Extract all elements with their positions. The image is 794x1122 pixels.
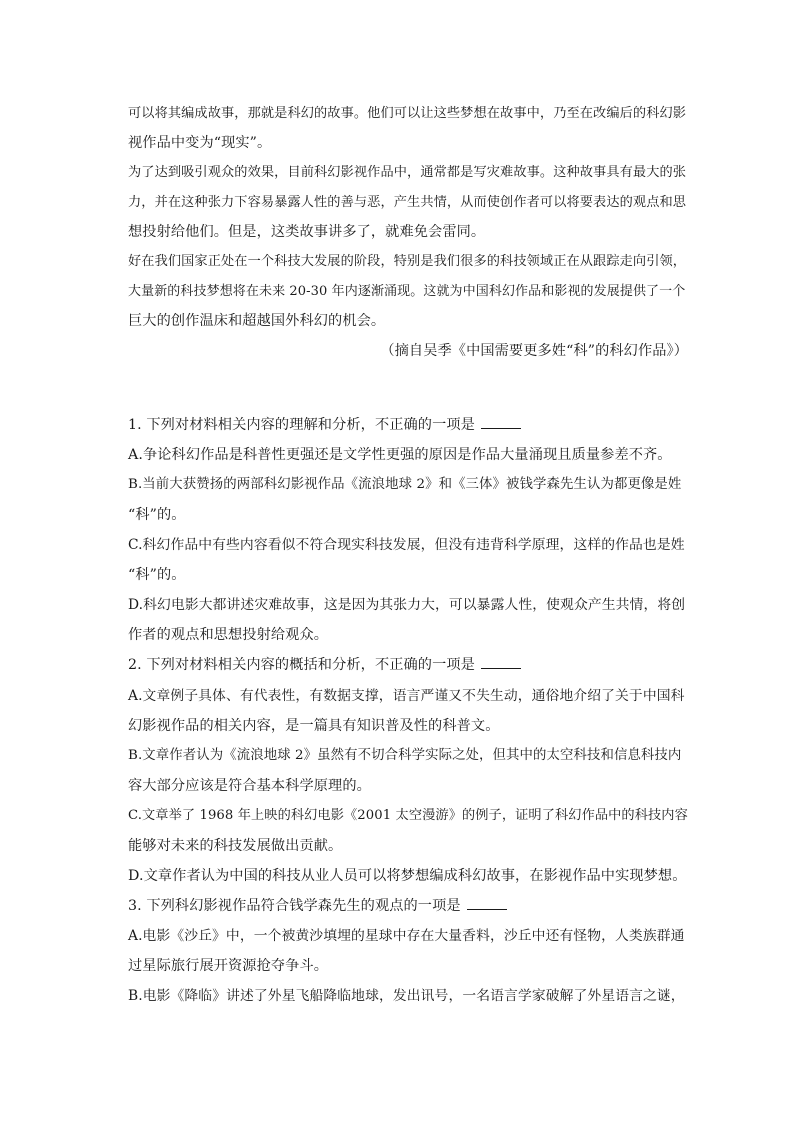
option-line: “科”的。 (128, 567, 186, 583)
passage-line: 可以将其编成故事，那就是科幻的故事。他们可以让这些梦想在故事中，乃至在改编后的科幻影 (128, 106, 687, 121)
option-line: “科”的。 (128, 507, 186, 523)
option-line: 作者的观点和思想投射给观众。 (128, 627, 329, 643)
passage-source: （摘自吴季《中国需要更多姓“科”的科幻作品》） (380, 343, 688, 359)
passage-line: 巨大的创作温床和超越国外科幻的机会。 (128, 313, 386, 329)
option-line: A.文章例子具体、有代表性，有数据支撑，语言严谨又不失生动，通俗地介绍了关于中国科 (128, 688, 685, 704)
passage-line: 力，并在这种张力下容易暴露人性的善与恶，产生共情，从而使创作者可以将要表达的观点和思 (128, 195, 687, 210)
passage-line: 为了达到吸引观众的效果，目前科幻影视作品中，通常都是写灾难故事。这种故事具有最大的张 (128, 165, 687, 180)
answer-blank (467, 897, 507, 910)
option-line: C.科幻作品中有些内容看似不符合现实科技发展，但没有违背科学原理，这样的作品也是姓 (128, 537, 685, 553)
option-line: D.科幻电影大都讲述灾难故事，这是因为其张力大，可以暴露人性，使观众产生共情，将创 (128, 597, 686, 613)
option-line: B.文章作者认为《流浪地球 2》虽然有不切合科学实际之处，但其中的太空科技和信息科技内 (128, 748, 682, 763)
passage-line: 好在我们国家正处在一个科技大发展的阶段，特别是我们很多的科技领域正在从跟踪走向引领， (128, 254, 687, 269)
option-line: 过星际旅行展开资源抢夺争斗。 (128, 958, 329, 974)
answer-blank (481, 656, 521, 669)
option-line: 幻影视作品的相关内容，是一篇具有知识普及性的科普文。 (128, 718, 500, 734)
option-line: A.争论科幻作品是科普性更强还是文学性更强的原因是作品大量涌现且质量参差不齐。 (128, 447, 672, 463)
option-line: C.文章举了 1968 年上映的科幻电影《2001 太空漫游》的例子，证明了科幻作品中的科技内容 (128, 808, 688, 823)
option-line: D.文章作者认为中国的科技从业人员可以将梦想编成科幻故事，在影视作品中实现梦想。 (128, 868, 687, 884)
question-stem (128, 896, 507, 916)
option-line: B.电影《降临》讲述了外星飞船降临地球，发出讯号，一名语言学家破解了外星语言之谜， (128, 988, 685, 1004)
question-3-text: 3. 下列科幻影视作品符合钱学森先生的观点的一项是 (128, 898, 461, 914)
passage-line: 视作品中变为“现实”。 (128, 135, 272, 151)
question-2-text: 2. 下列对材料相关内容的概括和分析，不正确的一项是 (128, 657, 475, 673)
passage-line: 大量新的科技梦想将在未来 20-30 年内逐渐涌现。这就为中国科幻作品和影视的发展提供了一个 (128, 284, 686, 299)
option-line: B.当前大获赞扬的两部科幻影视作品《流浪地球 2》和《三体》被钱学森先生认为都更像是姓 (128, 477, 682, 492)
answer-blank (481, 416, 521, 429)
passage-line: 想投射给他们。但是，这类故事讲多了，就难免会雷同。 (128, 224, 486, 240)
question-stem (128, 415, 521, 435)
question-stem (128, 655, 521, 675)
option-line: A.电影《沙丘》中，一个被黄沙填埋的星球中存在大量香料，沙丘中还有怪物，人类族群通 (128, 928, 685, 944)
option-line: 能够对未来的科技发展做出贡献。 (128, 838, 343, 854)
option-line: 容大部分应该是符合基本科学原理的。 (128, 778, 371, 794)
question-1-text: 1. 下列对材料相关内容的理解和分析，不正确的一项是 (128, 417, 475, 433)
